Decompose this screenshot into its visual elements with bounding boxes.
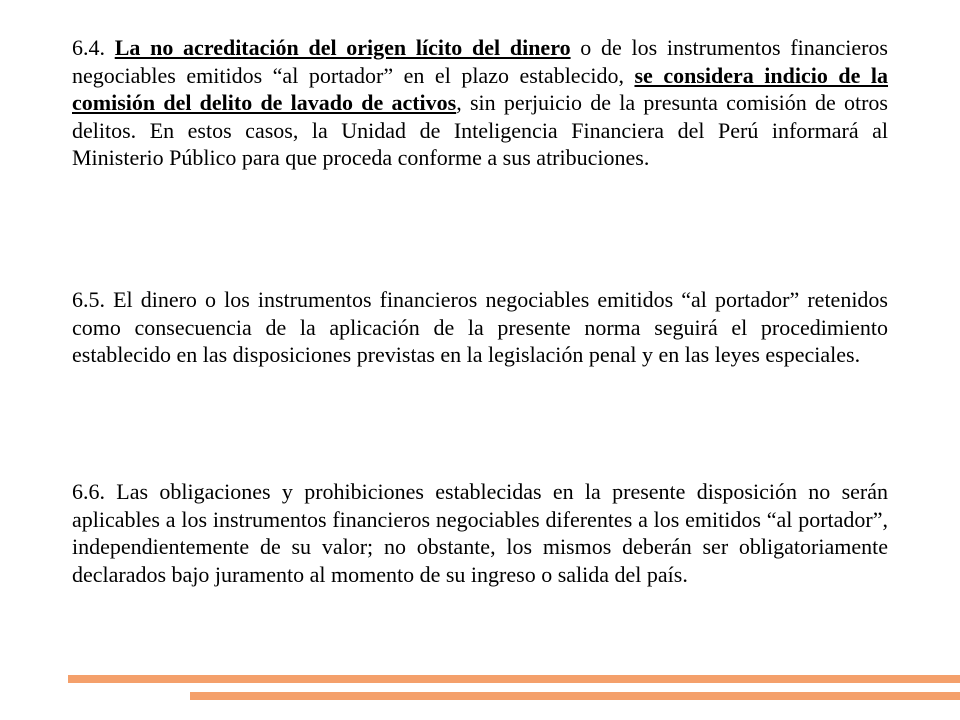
paragraph-6-5: 6.5. El dinero o los instrumentos financieros negociables emitidos “al portador” retenidos como consecuencia de la aplicación de la presente norma seguirá el procedimiento establecido en las disposiciones previstas en la legislación penal y en las leyes especiales. — [72, 287, 888, 367]
decorative-bar-bottom — [190, 692, 960, 700]
paragraph-6-4-suffix: , sin perjuicio de la presunta comisión de otros delitos. En estos casos, la Unidad de Inteligencia Financiera del Perú informará al Ministerio Público para que proceda conforme a sus atribuciones. — [72, 90, 888, 170]
paragraph-6-4-emphasis-1: La no acreditación del origen lícito del dinero — [114, 35, 571, 60]
paragraph-6-6: 6.6. Las obligaciones y prohibiciones establecidas en la presente disposición no serán aplicables a los instrumentos financieros negociables diferentes a los emitidos “al portador”, independientemente de su valor; no obstante, los mismos deberán ser obligatoriamente declarados bajo juramento al momento de su ingreso o salida del país. — [72, 479, 888, 587]
decorative-bar-top — [68, 675, 960, 683]
paragraph-6-4-number: 6.4. — [72, 35, 115, 60]
paragraph-6-4-middle: o de los instrumentos financieros negociables emitidos “al portador” en el plazo establecido, — [72, 35, 888, 88]
paragraph-6-4 — [72, 34, 888, 172]
paragraph-6-4-emphasis-2: se considera indicio de la comisión del delito de lavado de activos — [72, 62, 889, 115]
